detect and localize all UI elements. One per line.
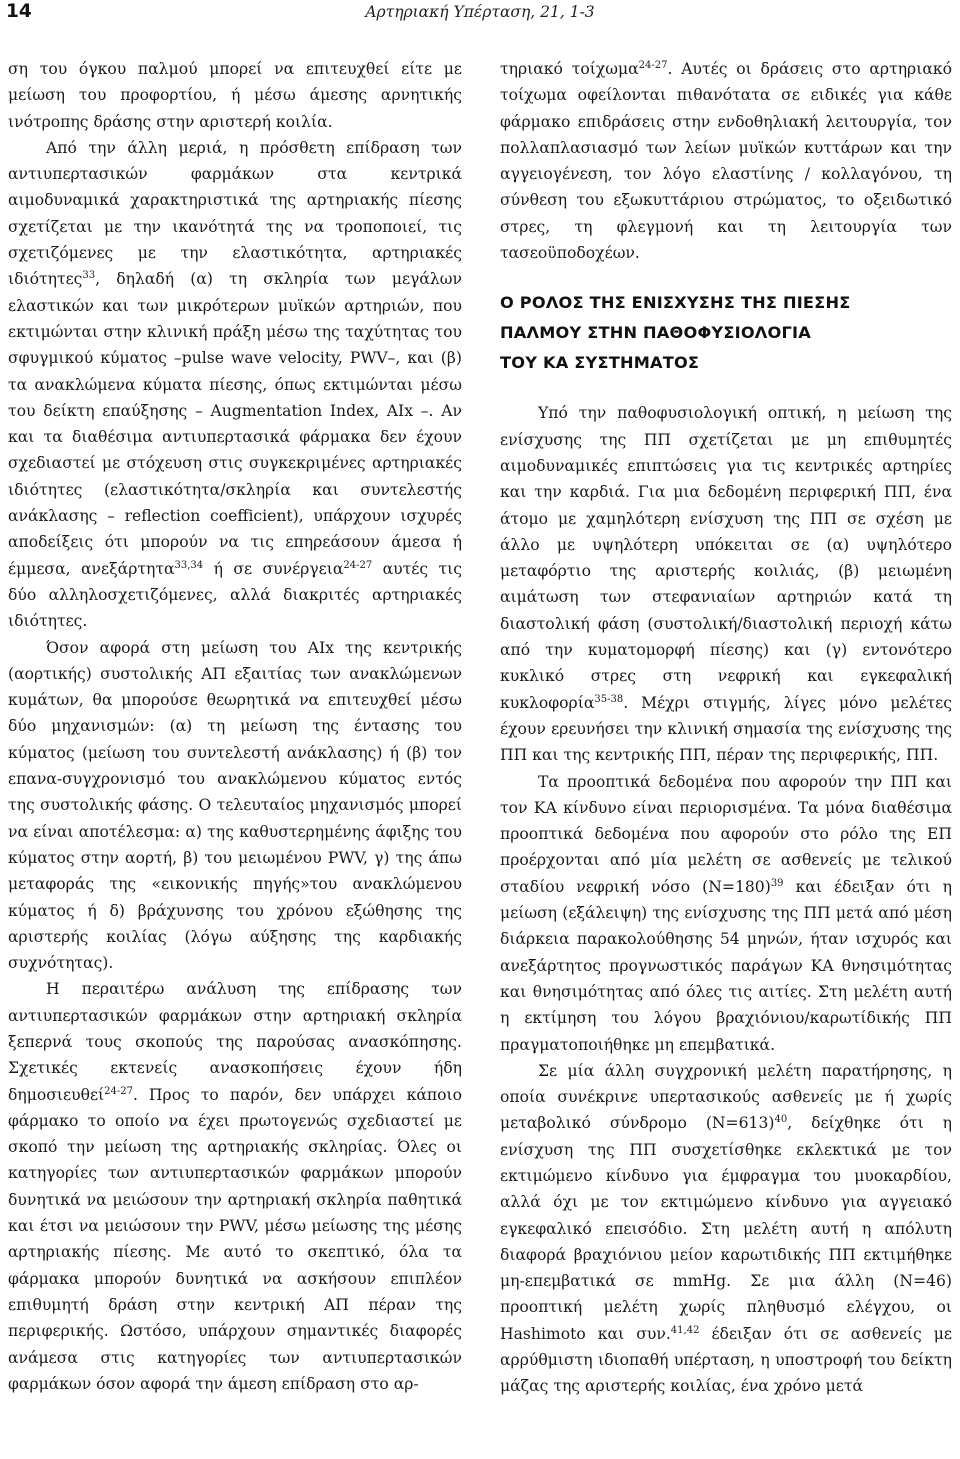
citation-superscript: 33 bbox=[82, 270, 96, 282]
citation-superscript: 40 bbox=[774, 1114, 788, 1126]
citation-superscript: 24-27 bbox=[343, 559, 373, 571]
left-column bbox=[8, 56, 462, 1397]
paragraph: Υπό την παθοφυσιολογική οπτική, η μείωση της ενίσχυσης της ΠΠ σχετίζεται με μη επιθυμητές αιμοδυναμικές επιπτώσεις για τις κεντρικές αρτηρίες και την καρδιά. Για μια δεδομένη περιφερική ΠΠ, ένα άτομο με χαμηλότερη ενίσχυση της ΠΠ σε σχέση με άλλο με υψηλότερη υπόκειται σε (α) υψηλότερο μεταφόρτιο της αριστερής κοιλιάς, (β) μειωμένη αιμάτωση των στεφανιαίων αρτηριών κατά τη διαστολική φάση (συστολική/διαστολική περιοχή κάτω από την κυματομορφή πίεσης) και (γ) εντονότερο κυκλικό στρες στη νεφρική και εγκεφαλική κυκλοφορία$^{35-38}$. Μέχρι στιγμής, λίγες μόνο μελέτες έχουν ερευνήσει την κλινική σημασία της ενίσχυσης της ΠΠ και της κεντρικής ΠΠ, πέραν της περιφερικής, ΠΠ. bbox=[500, 404, 952, 765]
citation-superscript: 33,34 bbox=[174, 559, 204, 571]
section-heading: Ο ΡΟΛΟΣ ΤΗΣ ΕΝΙΣΧΥΣΗΣ ΤΗΣ ΠΙΕΣΗΣ ΠΑΛΜΟΥ ΣΤΗΝ ΠΑΘΟΦΥΣΙΟΛΟΓΙΑ ΤΟΥ ΚΑ ΣΥΣΤΗΜΑΤΟΣ bbox=[500, 293, 851, 373]
paragraph: Τα προοπτικά δεδομένα που αφορούν την ΠΠ και τον ΚΑ κίνδυνο είναι περιορισμένα. Τα μόνα διαθέσιμα προοπτικά δεδομένα που αφορούν στο ρόλο της ΕΠ προέρχονται από μία μελέτη σε ασθενείς με τελικού σταδίου νεφρική νόσο (N=180)$^{39}$ και έδειξαν ότι η μείωση (εξάλειψη) της ενίσχυσης της ΠΠ μετά από μέση διάρκεια παρακολούθησης 54 μηνών, ήταν ισχυρός και ανεξάρτητος προγνωστικός παράγων ΚΑ θνησιμότητας και θνησιμότητας από όλες τις αιτίες. Στη μελέτη αυτή η εκτίμηση του λόγου βραχιόνιου/καρωτίδικής ΠΠ πραγματοποιήθηκε μη επεμβατικά. bbox=[500, 772, 952, 1054]
paragraph: τηριακό τοίχωμα$^{24-27}$. Αυτές οι δράσεις στο αρτηριακό τοίχωμα οφείλονται πιθανότατα σε ειδικές για κάθε φάρμακο επιδράσεις στην ενδοθηλιακή λειτουργία, τον πολλαπλασιασμό των λείων μυϊκών κυττάρων και την αγγειογένεση, τον λόγο ελαστίνης / κολλαγόνου, τη σύνθεση του εξωκυττάριου στρώματος, το οξειδωτικό στρες, τη φλεγμονή και τη λειτουργία των τασεοϋποδοχέων. bbox=[500, 60, 952, 263]
paragraph: Σε μία άλλη συγχρονική μελέτη παρατήρησης, η οποία συνέκρινε υπερτασικούς ασθενείς με ή χωρίς μεταβολικό σύνδρομο (N=613)$^{40}$, δείχθηκε ότι η ενίσχυση της ΠΠ συσχετίσθηκε εκλεκτικά με τον εκτιμώμενο κίνδυνο για έμφραγμα του μυοκαρδίου, αλλά όχι με τον εκτιμώμενο κίνδυνο για αγγειακό εγκεφαλικό επεισόδιο. Στη μελέτη αυτή η απόλυτη διαφορά βραχιόνιου μείον καρωτιδικής ΠΠ εκτιμήθηκε μη-επεμβατικά σε mmHg. Σε μια άλλη (N=46) προοπτική μελέτη χωρίς πληθυσμό ελέγχου, οι Hashimoto και συν.$^{41,42}$ έδειξαν ότι σε ασθενείς με αρρύθμιστη ιδιοπαθή υπέρταση, η υποστροφή του δείκτη μάζας της αριστερής κοιλίας, ένα χρόνο μετά bbox=[500, 1061, 953, 1396]
paragraph: ση του όγκου παλμού μπορεί να επιτευχθεί είτε με μείωση του προφορτίου, ή μέσω άμεσης αρνητικής ινότροπης δράσης στην αριστερή κοιλία. bbox=[8, 60, 462, 131]
running-header bbox=[0, 0, 960, 36]
page-number: 14 bbox=[6, 1, 32, 22]
citation-superscript: 24-27 bbox=[104, 1085, 133, 1097]
citation-superscript: 41,42 bbox=[670, 1324, 700, 1336]
citation-superscript: 24-27 bbox=[638, 60, 668, 71]
paragraph: Από την άλλη μεριά, η πρόσθετη επίδραση των αντιυπερτασικών φαρμάκων στα κεντρικά αιμοδυναμικά χαρακτηριστικά της αρτηριακής πίεσης σχετίζεται με την ικανότητά της να τροποποιεί, τις σχετιζόμενες με την ελαστικότητα, αρτηριακές ιδιότητες$^{33}$, δηλαδή (α) τη σκληρία των μεγάλων ελαστικών και των μικρότερων μυϊκών αρτηριών, που εκτιμώνται στην κλινική πράξη μέσω της ταχύτητας του σφυγμικού κύματος –pulse wave velocity, PWV–, και (β) τα ανακλώμενα κύματα πίεσης, όπως εκτιμώνται μέσω του δείκτη επαύξησης – Augmentation Index, AIx –. Αν και τα διαθέσιμα αντιυπερτασικά φάρμακα δεν έχουν σχεδιαστεί με στόχευση στις συγκεκριμένες αρτηριακές ιδιότητες (ελαστικότητα/σκληρία και συντελεστής ανάκλασης – reflection coefficient), υπάρχουν ισχυρές αποδείξεις ότι μπορούν να τις επηρεάσουν άμεσα ή έμμεσα, ανεξάρτητα$^{33,34}$ ή σε συνέργεια$^{24-27}$ αυτές τις δύο αλληλοσχετιζόμενες, αλλά διακριτές αρτηριακές ιδιότητες. bbox=[8, 138, 462, 631]
paragraph: Η περαιτέρω ανάλυση της επίδρασης των αντιυπερτασικών φαρμάκων στην αρτηριακή σκληρία ξεπερνά τους σκοπούς της παρούσας ανασκόπησης. Σχετικές εκτενείς ανασκοπήσεις έχουν ήδη δημοσιευθεί$^{24-27}$. Προς το παρόν, δεν υπάρχει κάποιο φάρμακο το οποίο να έχει πρωτογενώς σχεδιαστεί με σκοπό την μείωση της αρτηριακής σκληρίας. Όλες οι κατηγορίες των αντιυπερτασικών φαρμάκων μπορούν δυνητικά να μειώσουν την αρτηριακή σκληρία παθητικά και έτσι να μειώσουν την PWV, μέσω μείωσης της μέσης αρτηριακής πίεσης. Με αυτό το σκεπτικό, όλα τα φάρμακα μπορούν δυνητικά να ασκήσουν επιπλέον επιθυμητή δράση στην κεντρική ΑΠ πέραν της περιφερικής. Ωστόσο, υπάρχουν σημαντικές διαφορές ανάμεσα στις κατηγορίες των αντιυπερτασικών φαρμάκων όσον αφορά την άμεση επίδραση στο αρ- bbox=[8, 980, 462, 1393]
journal-citation: Αρτηριακή Υπέρταση, 21, 1-3 bbox=[365, 3, 595, 21]
right-column bbox=[500, 56, 952, 1400]
citation-superscript: 39 bbox=[770, 877, 784, 889]
citation-superscript: 35-38 bbox=[594, 693, 624, 705]
paragraph: Όσον αφορά στη μείωση του AIx της κεντρικής (αορτικής) συστολικής ΑΠ εξαιτίας των ανακλώμενων κυμάτων, θα μπορούσε θεωρητικά να επιτευχθεί μέσω δύο μηχανισμών: (α) τη μείωση της έντασης του κύματος (μείωση του συντελεστή ανάκλασης) ή (β) τον επανα-συγχρονισμό του ανακλώμενου κύματος εντός της συστολικής φάσης. Ο τελευταίος μηχανισμός μπορεί να είναι αποτέλεσμα: α) της καθυστερημένης άφιξης του κύματος στην αορτή, β) του μειωμένου PWV, γ) της άπω μεταφοράς της «εικονικής πηγής»του ανακλώμενου κύματος ή δ) βράχυνσης του χρόνου εξώθησης της αριστερής κοιλίας (λόγω αύξησης της καρδιακής συχνότητας). bbox=[8, 638, 462, 973]
